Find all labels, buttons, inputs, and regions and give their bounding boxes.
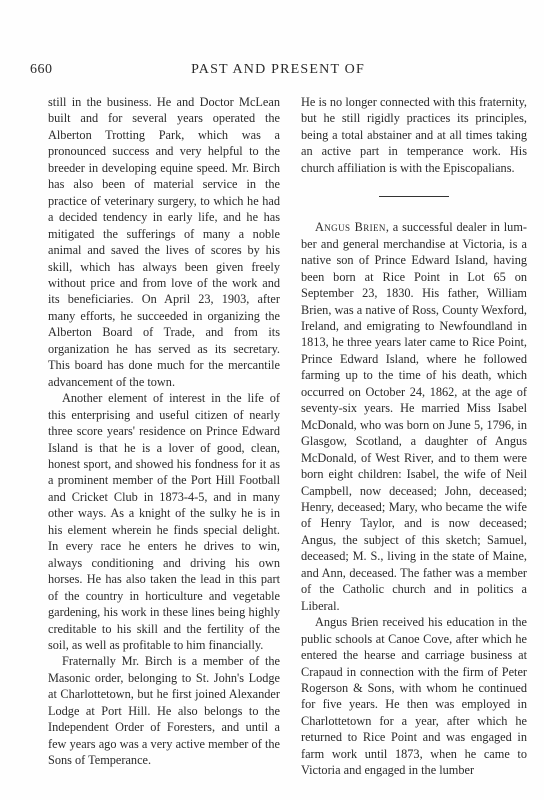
paragraph-birch-fraternal: Fraternally Mr. Birch is a member of the Masonic order, belonging to St. John's Lodge at Charlottetown, but he first joined Alexander Lodge at Port Hill. He also belongs to the Independent Order of Foresters, and until a few years ago was a very active member of the Sons of Temperance.: [48, 654, 280, 768]
paragraph-brien-intro: [301, 219, 527, 614]
section-divider: [379, 196, 449, 197]
paragraph-brien-intro-text: , a successful dealer in lumber and general merchandise at Victoria, is a native son of Prince Edward Island, having been born at Rice Point in Lot 65 on September 23, 1830. His father, William Brien, was a native of Ross, County Wexford, Ireland, and emigrating to Newfoundland in 1813, he three years later came to Rice Point, Prince Edward Island, where he followed farming up to the time of his death, which occurred on October 24, 1862, at the age of seventy-six years. He married Miss Isabel McDonald, who was born on June 5, 1796, in Glasgow, Scotland, a daughter of Angus McDonald, of West River, and to them were born eight children: Isabel, the wife of Neil Campbell, now deceased; John, deceased; Henry, deceased; Mary, who became the wife of Henry Taylor, and is now deceased; Angus, the subject of this sketch; Samuel, deceased; M. S., living in the state of Maine, and Ann, deceased. The father was a member of the Catholic church and in politics a Liberal.: [301, 220, 528, 613]
paragraph-birch-temperance: He is no longer connected with this fraternity, but he still rigidly practices its principles, being a total abstainer and at all times taking an active part in temperance work. His church affiliation is with the Episcopalians.: [301, 95, 527, 175]
paragraph-birch-sport: Another element of interest in the life of this enterprising and useful citizen of nearly three score years' residence on Prince Edward Island is that he is a lover of good, clean, honest sport, and showed his fondness for it as a prominent member of the Port Hill Football and Cricket Club in 1873-4-5, and in many other ways. As a knight of the sulky he is in his element wherein he finds special delight. In every race he enters he drives to win, always conditioning and driving his own horses. He has also taken the lead in this part of the country in horticulture and vegetable gardening, his work in these lines being highly creditable to his skill and the fertility of the soil, as well as profitable to him financially.: [48, 391, 280, 652]
paragraph-brien-education: Angus Brien received his education in the public schools at Canoe Cove, after which he entered the hearse and carriage business at Crapaud in connection with the firm of Peter Rogerson & Sons, with whom he continued for five years. He then was employed in Charlottetown for a year, after which he returned to Rice Point and was engaged in farm work until 1873, when he came to Victoria and engaged in the lumber: [301, 615, 527, 778]
subject-name: Angus Brien: [315, 220, 386, 235]
running-head: PAST AND PRESENT OF: [191, 62, 365, 77]
paragraph-birch-business: still in the business. He and Doctor McLean built and for several years operated the Alberton Trotting Park, which was a pronounced success and very helpful to the breeder in developing equine speed. Mr. Birch has also been of material service in the practice of veterinary surgery, to which he had a decided tendency in early life, and he has mitigated the sufferings of many a noble animal and saved the lives of scores by his skill, which has always been given freely without price and from love of the work and its beneficiaries. On April 23, 1903, after many efforts, he succeeded in organizing the Alberton Board of Trade, and from its organization he has served as its secretary. This board has done much for the mercantile advancement of the town.: [48, 95, 280, 389]
page-number: 660: [30, 62, 53, 77]
left-column: [48, 94, 280, 769]
right-column: [301, 94, 527, 779]
page-header: [30, 62, 526, 82]
